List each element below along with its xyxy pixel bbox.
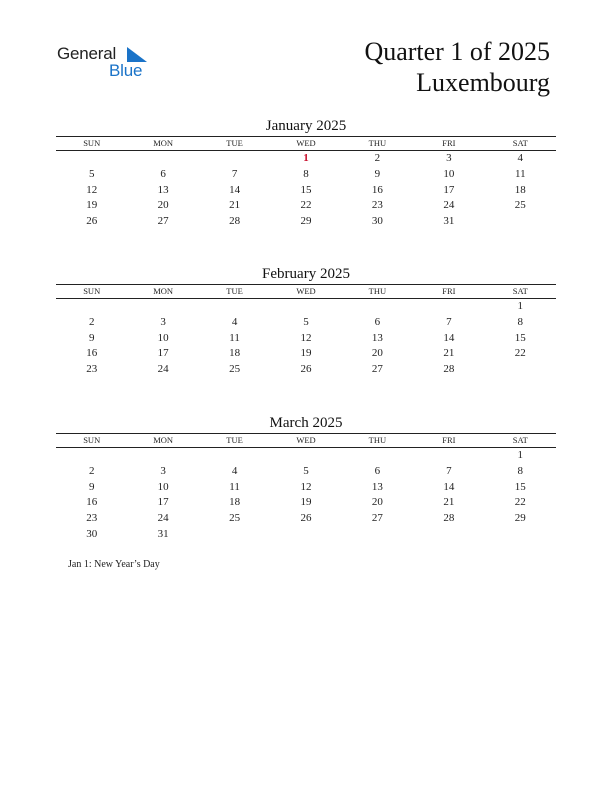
month-january [56, 116, 556, 230]
weekday-tue: TUE [226, 435, 243, 445]
day-cell: 12 [300, 331, 312, 344]
day-cell: 27 [157, 215, 169, 228]
day-cell: 22 [300, 199, 312, 212]
day-cell: 24 [157, 363, 169, 376]
day-cell: 22 [514, 347, 526, 360]
month-title: January 2025 [265, 118, 347, 134]
day-cell: 19 [300, 347, 312, 360]
day-cell: 30 [371, 215, 383, 228]
weekday-thu: THU [368, 286, 387, 296]
day-cell: 8 [517, 464, 524, 477]
day-cell: 4 [231, 464, 238, 477]
page-title [364, 36, 550, 98]
logo-general-text: General [57, 44, 117, 63]
weekday-header [56, 136, 556, 151]
day-cell: 15 [514, 480, 526, 493]
day-cell: 30 [86, 527, 98, 540]
day-cell: 4 [231, 315, 238, 328]
day-cell: 18 [514, 183, 526, 196]
weekday-tue: TUE [226, 138, 243, 148]
day-cell: 5 [303, 315, 309, 328]
day-cell: 14 [443, 480, 455, 493]
logo-triangle-icon [125, 47, 147, 62]
day-cell: 29 [300, 215, 312, 228]
weekday-thu: THU [368, 138, 387, 148]
day-cell: 23 [86, 512, 98, 525]
weekday-sun: SUN [83, 138, 101, 148]
day-cell: 6 [374, 315, 381, 328]
day-cell-empty [199, 448, 270, 464]
day-cell: 1 [517, 300, 524, 312]
day-cell: 16 [371, 183, 383, 196]
day-cell: 24 [157, 512, 169, 525]
day-cell: 20 [371, 496, 383, 509]
day-cell-empty [56, 448, 127, 464]
day-cell: 18 [229, 496, 241, 509]
day-cell: 5 [303, 464, 309, 477]
day-cell: 28 [443, 512, 455, 525]
day-cell-empty [56, 151, 127, 167]
day-cell: 31 [443, 215, 455, 228]
day-grid [56, 299, 556, 378]
day-cell: 23 [371, 199, 383, 212]
day-cell: 23 [86, 363, 98, 376]
day-cell: 25 [514, 199, 526, 212]
day-cell: 1 [517, 449, 524, 461]
day-cell: 22 [514, 496, 526, 509]
weekday-fri: FRI [442, 138, 456, 148]
day-cell: 16 [86, 496, 98, 509]
weekday-sun: SUN [83, 286, 101, 296]
day-cell-empty [199, 299, 270, 315]
day-cell: 15 [300, 183, 312, 196]
month-february [56, 264, 556, 378]
day-cell: 26 [86, 215, 98, 228]
day-cell-empty [199, 151, 270, 167]
weekday-fri: FRI [442, 435, 456, 445]
weekday-wed: WED [296, 138, 316, 148]
day-cell: 26 [300, 363, 312, 376]
day-cell: 21 [229, 199, 241, 212]
day-cell: 24 [443, 199, 455, 212]
day-cell: 17 [443, 183, 455, 196]
day-cell: 12 [300, 480, 312, 493]
day-cell: 19 [86, 199, 98, 212]
day-cell: 26 [300, 512, 312, 525]
day-cell: 12 [86, 183, 98, 196]
day-cell: 6 [160, 167, 166, 180]
day-cell: 8 [517, 315, 524, 328]
month-title: March 2025 [269, 415, 343, 431]
day-cell: 17 [157, 347, 169, 360]
day-cell-empty [127, 448, 198, 464]
weekday-sat: SAT [512, 138, 528, 148]
title-country: Luxembourg [416, 68, 550, 97]
day-cell-empty [270, 299, 341, 315]
day-cell: 31 [157, 527, 169, 540]
weekday-sat: SAT [512, 435, 528, 445]
weekday-tue: TUE [226, 286, 243, 296]
weekday-sat: SAT [512, 286, 528, 296]
day-cell: 13 [371, 331, 383, 344]
day-cell-empty [56, 299, 127, 315]
day-cell: 10 [443, 167, 455, 180]
day-cell: 18 [229, 347, 241, 360]
logo [57, 44, 157, 84]
day-cell-empty [413, 299, 484, 315]
day-cell: 9 [88, 480, 95, 493]
day-cell: 7 [446, 315, 452, 328]
month-title: February 2025 [262, 266, 350, 282]
day-cell: 2 [374, 152, 381, 164]
month-march [56, 413, 556, 543]
day-cell: 3 [160, 464, 166, 477]
weekday-mon: MON [153, 435, 174, 445]
day-cell: 19 [300, 496, 312, 509]
day-cell: 21 [443, 347, 455, 360]
day-cell-empty [127, 151, 198, 167]
day-cell: 9 [88, 331, 95, 344]
day-cell: 11 [229, 480, 240, 493]
day-cell: 15 [514, 331, 526, 344]
day-cell: 27 [371, 363, 383, 376]
day-cell: 28 [443, 363, 455, 376]
weekday-mon: MON [153, 286, 174, 296]
day-cell: 27 [371, 512, 383, 525]
day-cell: 4 [517, 152, 524, 164]
day-cell-empty [270, 448, 341, 464]
day-cell: 29 [514, 512, 526, 525]
holiday-note: Jan 1: New Year’s Day [68, 559, 160, 570]
weekday-header [56, 433, 556, 448]
day-cell: 2 [88, 315, 95, 328]
day-cell: 11 [514, 167, 526, 180]
weekday-wed: WED [296, 286, 316, 296]
day-grid [56, 448, 556, 543]
logo-blue-text: Blue [109, 61, 143, 80]
day-grid [56, 151, 556, 230]
day-cell-empty [342, 299, 413, 315]
title-quarter: Quarter 1 of 2025 [364, 37, 550, 66]
day-cell: 28 [229, 215, 241, 228]
weekday-fri: FRI [442, 286, 456, 296]
day-cell: 10 [157, 480, 169, 493]
day-cell: 10 [157, 331, 169, 344]
weekday-sun: SUN [83, 435, 101, 445]
day-cell-empty [413, 448, 484, 464]
day-cell-empty [342, 448, 413, 464]
day-cell: 6 [374, 464, 381, 477]
day-cell: 16 [86, 347, 98, 360]
day-cell: 7 [446, 464, 452, 477]
day-cell: 3 [446, 152, 452, 164]
day-cell: 11 [229, 331, 240, 344]
day-cell-empty [127, 299, 198, 315]
day-cell: 14 [443, 331, 455, 344]
day-cell: 8 [303, 167, 309, 180]
day-cell: 25 [229, 512, 241, 525]
day-cell: 21 [443, 496, 455, 509]
day-cell: 20 [157, 199, 169, 212]
weekday-header [56, 284, 556, 299]
day-cell: 17 [157, 496, 169, 509]
day-cell: 13 [371, 480, 383, 493]
day-cell: 14 [229, 183, 241, 196]
weekday-wed: WED [296, 435, 316, 445]
day-cell: 20 [371, 347, 383, 360]
day-cell: 9 [374, 167, 381, 180]
day-cell: 25 [229, 363, 241, 376]
day-cell: 13 [157, 183, 169, 196]
day-cell: 3 [160, 315, 166, 328]
day-cell: 2 [88, 464, 95, 477]
day-cell: 7 [231, 167, 238, 180]
weekday-thu: THU [368, 435, 387, 445]
weekday-mon: MON [153, 138, 174, 148]
day-cell-holiday: 1 [303, 152, 309, 164]
day-cell: 5 [88, 167, 95, 180]
